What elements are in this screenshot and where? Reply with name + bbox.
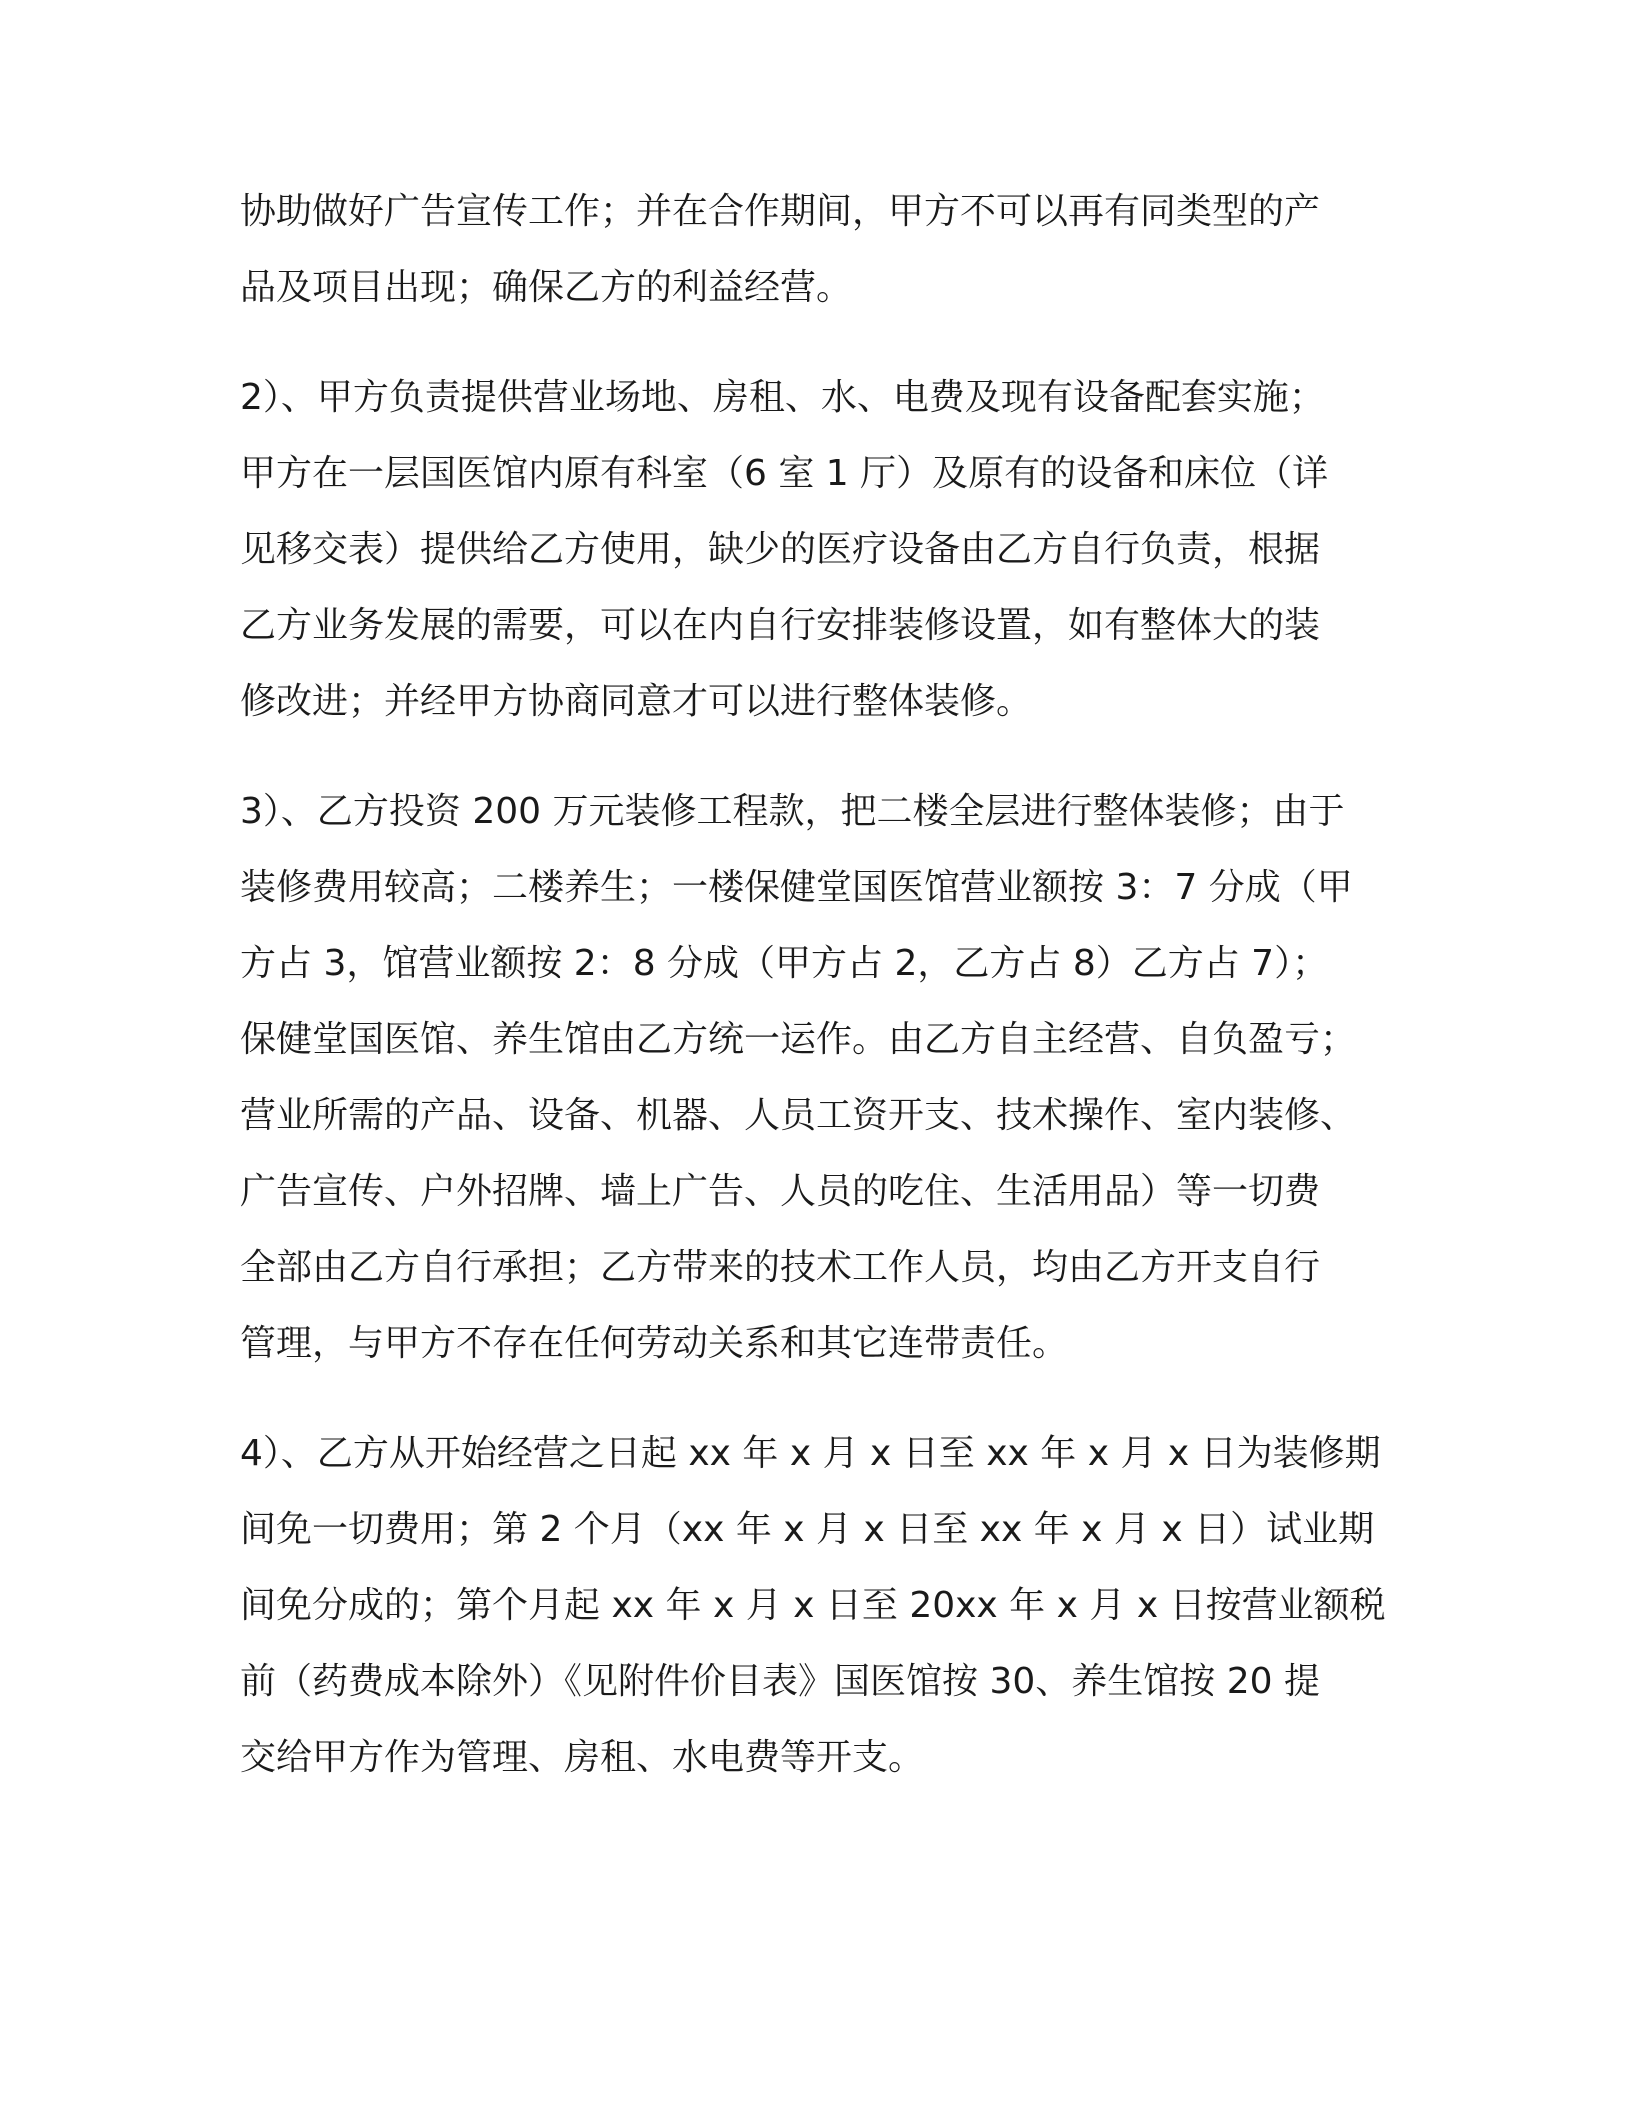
paragraph-2-line-1: 2）、甲方负责提供营业场地、房租、水、电费及现有设备配套实施； (240, 377, 1325, 418)
paragraph-2-line-4: 乙方业务发展的需要，可以在内自行安排装修设置，如有整体大的装 (240, 605, 1321, 646)
paragraph-3-line-2: 装修费用较高；二楼养生；一楼保健堂国医馆营业额按 3：7 分成（甲 (240, 867, 1353, 908)
paragraph-3-line-5: 营业所需的产品、设备、机器、人员工资开支、技术操作、室内装修、 (240, 1095, 1357, 1136)
paragraph-4-line-4: 前（药费成本除外）《见附件价目表》国医馆按 30、养生馆按 20 提 (240, 1661, 1320, 1702)
paragraph-3-line-7: 全部由乙方自行承担；乙方带来的技术工作人员，均由乙方开支自行 (240, 1247, 1321, 1288)
paragraph-4-line-3: 间免分成的；第个月起 xx 年 x 月 x 日至 20xx 年 x 月 x 日按营业额税 (240, 1585, 1386, 1626)
paragraph-4-line-2: 间免一切费用；第 2 个月（xx 年 x 月 x 日至 xx 年 x 月 x 日）试业期 (240, 1509, 1375, 1550)
paragraph-2-line-3: 见移交表）提供给乙方使用，缺少的医疗设备由乙方自行负责，根据 (240, 529, 1321, 570)
paragraph-4-line-1: 4）、乙方从开始经营之日起 xx 年 x 月 x 日至 xx 年 x 月 x 日为装修期 (240, 1433, 1381, 1474)
paragraph-4-line-5: 交给甲方作为管理、房租、水电费等开支。 (240, 1737, 925, 1778)
paragraph-2-line-5: 修改进；并经甲方协商同意才可以进行整体装修。 (240, 681, 1033, 722)
paragraph-1-line-1: 协助做好广告宣传工作；并在合作期间，甲方不可以再有同类型的产 (240, 191, 1321, 232)
paragraph-3-line-8: 管理，与甲方不存在任何劳动关系和其它连带责任。 (240, 1323, 1069, 1364)
paragraph-2-line-2: 甲方在一层国医馆内原有科室（6 室 1 厅）及原有的设备和床位（详 (240, 453, 1329, 494)
paragraph-3-line-6: 广告宣传、户外招牌、墙上广告、人员的吃住、生活用品）等一切费 (240, 1171, 1321, 1212)
paragraph-1-line-2: 品及项目出现；确保乙方的利益经营。 (240, 267, 853, 308)
paragraph-3-line-4: 保健堂国医馆、养生馆由乙方统一运作。由乙方自主经营、自负盈亏； (240, 1019, 1357, 1060)
paragraph-3-line-1: 3）、乙方投资 200 万元装修工程款，把二楼全层进行整体装修；由于 (240, 791, 1345, 832)
paragraph-3-line-3: 方占 3，馆营业额按 2：8 分成（甲方占 2，乙方占 8）乙方占 7）； (240, 943, 1329, 984)
